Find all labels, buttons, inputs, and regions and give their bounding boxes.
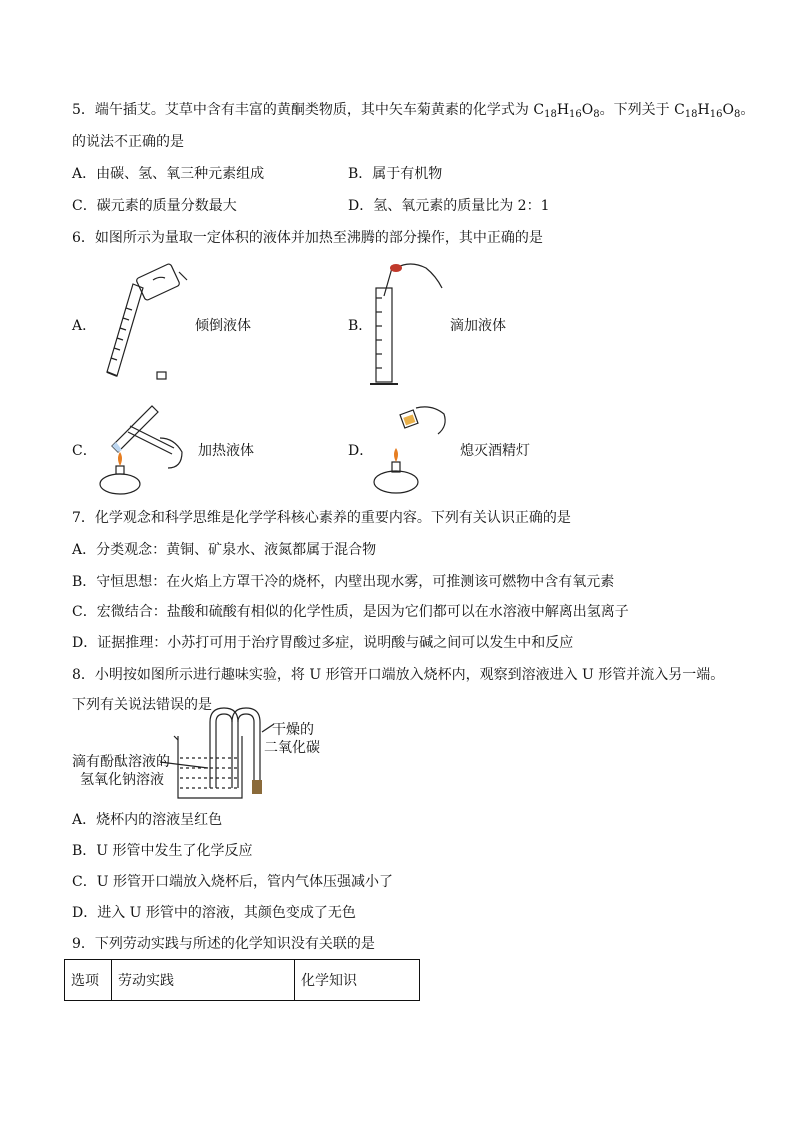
q8-option-d: D．进入 U 形管中的溶液，其颜色变成了无色 [72,905,356,921]
q6-option-c-label: 加热液体 [198,443,254,459]
heat-liquid-figure [94,398,194,498]
q7-stem: 7．化学观念和科学思维是化学学科核心素养的重要内容。下列有关认识正确的是 [72,510,571,526]
q7-option-c: C．宏微结合：盐酸和硫酸有相似的化学性质，是因为它们都可以在水溶液中解离出氢离子 [72,604,629,620]
q6-option-a-label: 倾倒液体 [195,318,251,334]
q6-option-c-letter: C． [72,443,97,459]
table-header-cell: 化学知识 [295,960,420,1001]
q7-option-b: B．守恒思想：在火焰上方罩干冷的烧杯，内壁出现水雾，可推测该可燃物中含有氧元素 [72,574,615,590]
q8-label-solution1: 滴有酚酞溶液的 [72,754,170,770]
q5-option-a: A．由碳、氢、氧三种元素组成 [72,166,265,182]
q8-option-b: B．U 形管中发生了化学反应 [72,843,253,859]
table-header-cell: 选项 [65,960,112,1001]
pour-liquid-figure [95,262,195,384]
drop-liquid-figure [366,258,446,390]
q8-label-co2: 二氧化碳 [264,740,320,756]
q9-table [64,959,420,1001]
q6-option-b-letter: B． [348,318,373,334]
q5-option-c: C．碳元素的质量分数最大 [72,198,237,214]
q6-option-d-letter: D． [348,443,374,459]
q8-option-a: A．烧杯内的溶液呈红色 [72,812,223,828]
q8-stem-line1: 8．小明按如图所示进行趣味实验，将 U 形管开口端放入烧杯内，观察到溶液进入 U 形管并流入另一端。 [72,667,725,683]
q8-label-dry: 干燥的 [272,722,314,738]
q5-option-d: D．氢、氧元素的质量比为 2：1 [348,198,550,214]
q5-option-b: B．属于有机物 [348,166,443,182]
q6-option-a-letter: A． [72,318,97,334]
q8-label-solution2: 氢氧化钠溶液 [80,772,164,788]
extinguish-lamp-figure [366,400,456,498]
q7-option-a: A．分类观念：黄铜、矿泉水、液氮都属于混合物 [72,542,377,558]
q9-stem: 9．下列劳动实践与所述的化学知识没有关联的是 [72,936,375,952]
table-header-row [65,960,420,1001]
q5-stem-line2: 的说法不正确的是 [72,134,184,150]
q8-stem-line2: 下列有关说法错误的是 [72,697,212,713]
q6-option-b-label: 滴加液体 [450,318,506,334]
q6-stem: 6．如图所示为量取一定体积的液体并加热至沸腾的部分操作，其中正确的是 [72,230,543,246]
q6-option-d-label: 熄灭酒精灯 [460,443,530,459]
q7-option-d: D．证据推理：小苏打可用于治疗胃酸过多症，说明酸与碱之间可以发生中和反应 [72,635,574,651]
q5-stem-line1: 5．端午插艾。艾草中含有丰富的黄酮类物质，其中矢车菊黄素的化学式为 $C_{18}H_{16}O_8$。下列关于 $C_{18}H_{16}O_8$。 [72,102,755,120]
table-header-cell: 劳动实践 [112,960,295,1001]
q8-option-c: C．U 形管开口端放入烧杯后，管内气体压强减小了 [72,874,393,890]
